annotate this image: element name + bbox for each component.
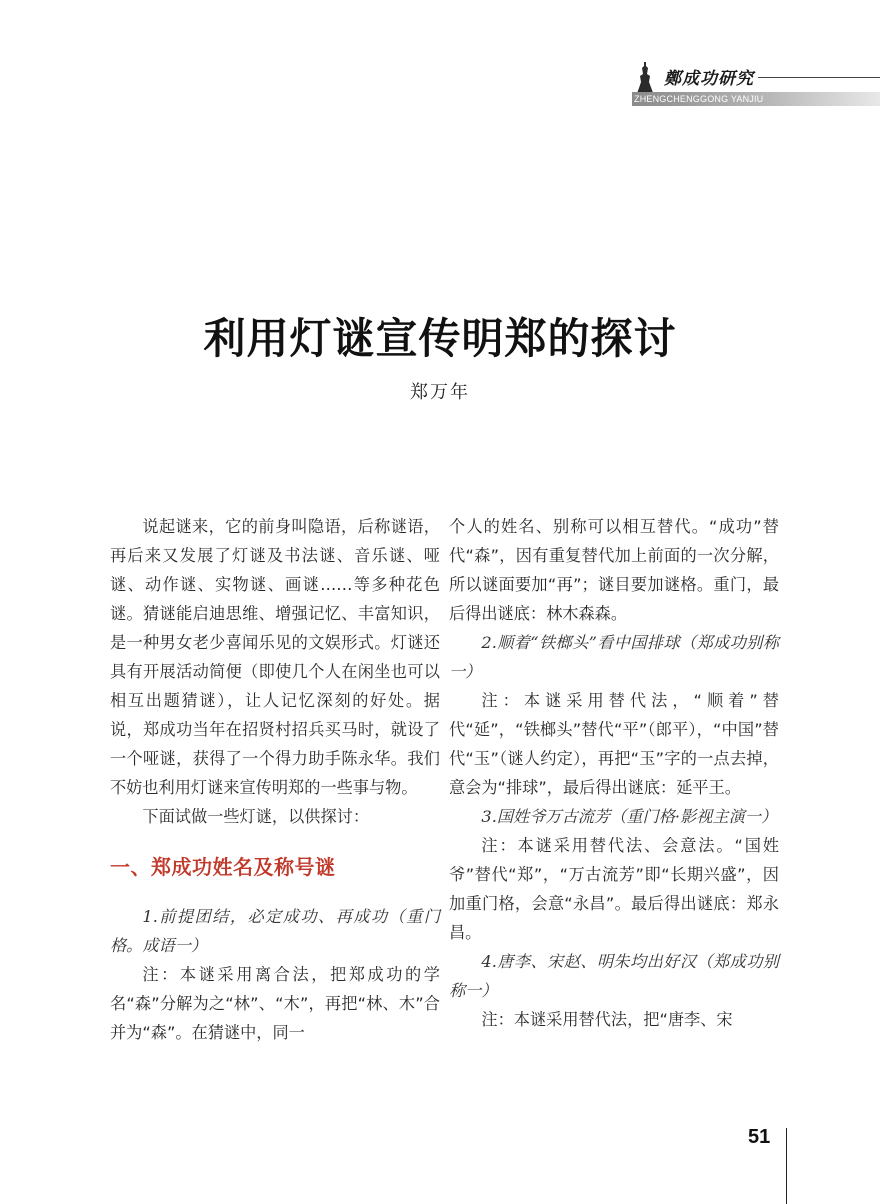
riddle-1: 1.前提团结，必定成功、再成功（重门格。成语一） (110, 907, 440, 955)
riddle-3-note: 注：本谜采用替代法、会意法。“国姓爷”替代“郑”，“万古流芳”即“长期兴盛”，因加重门格，会意“永昌”。最后得出谜底：郑永昌。 (449, 836, 779, 942)
riddle-2-note: 注：本谜采用替代法，“顺着”替代“延”，“铁榔头”替代“平”（郎平），“中国”替代“玉”（谜人约定），再把“玉”字的一点去掉，意会为“排球”，最后得出谜底：延平王。 (449, 691, 779, 797)
intro-paragraph-2: 下面试做一些灯谜，以供探讨： (142, 807, 370, 826)
header-rule (758, 77, 880, 78)
riddle-1-note-continued: 个人的姓名、别称可以相互替代。“成功”替代“森”，因有重复替代加上前面的一次分解，所以谜面要加“再”；谜目要加谜格。重门，最后得出谜底：林木森森。 (449, 517, 779, 623)
riddle-2: 2.顺着“铁榔头”看中国排球（郑成功别称一） (449, 633, 779, 681)
article-title: 利用灯谜宣传明郑的探讨 (203, 314, 677, 363)
section-heading: 一、郑成功姓名及称号谜 (110, 855, 336, 879)
right-column (449, 512, 779, 1034)
page-number: 51 (748, 1126, 771, 1148)
journal-subtitle: ZHENGCHENGGONG YANJIU (634, 94, 764, 104)
journal-title: 鄭成功研究 (664, 69, 754, 89)
riddle-4-note: 注：本谜采用替代法，把“唐李、宋 (481, 1010, 733, 1029)
journal-header (626, 58, 880, 108)
footer-rule (786, 1128, 787, 1204)
intro-paragraph: 说起谜来，它的前身叫隐语，后称谜语，再后来又发展了灯谜及书法谜、音乐谜、哑谜、动作谜、实物谜、画谜……等多种花色谜。猜谜能启迪思维、增强记忆、丰富知识，是一种男女老少喜闻乐见的文娱形式。灯谜还具有开展活动简便（即使几个人在闲坐也可以相互出题猜谜），让人记忆深刻的好处。据说，郑成功当年在招贤村招兵买马时，就设了一个哑谜，获得了一个得力助手陈永华。我们不妨也利用灯谜来宣传明郑的一些事与物。 (110, 517, 440, 797)
statue-logo-icon (632, 60, 658, 96)
article-author: 郑万年 (410, 382, 470, 403)
riddle-3: 3.国姓爷万古流芳（重门格·影视主演一） (481, 807, 778, 826)
riddle-1-note: 注：本谜采用离合法，把郑成功的学名“森”分解为之“林”、“木”，再把“林、木”合并为“森”。在猜谜中，同一 (110, 965, 440, 1042)
riddle-4: 4.唐李、宋赵、明朱均出好汉（郑成功别称一） (449, 952, 779, 1000)
left-column (110, 512, 440, 1047)
